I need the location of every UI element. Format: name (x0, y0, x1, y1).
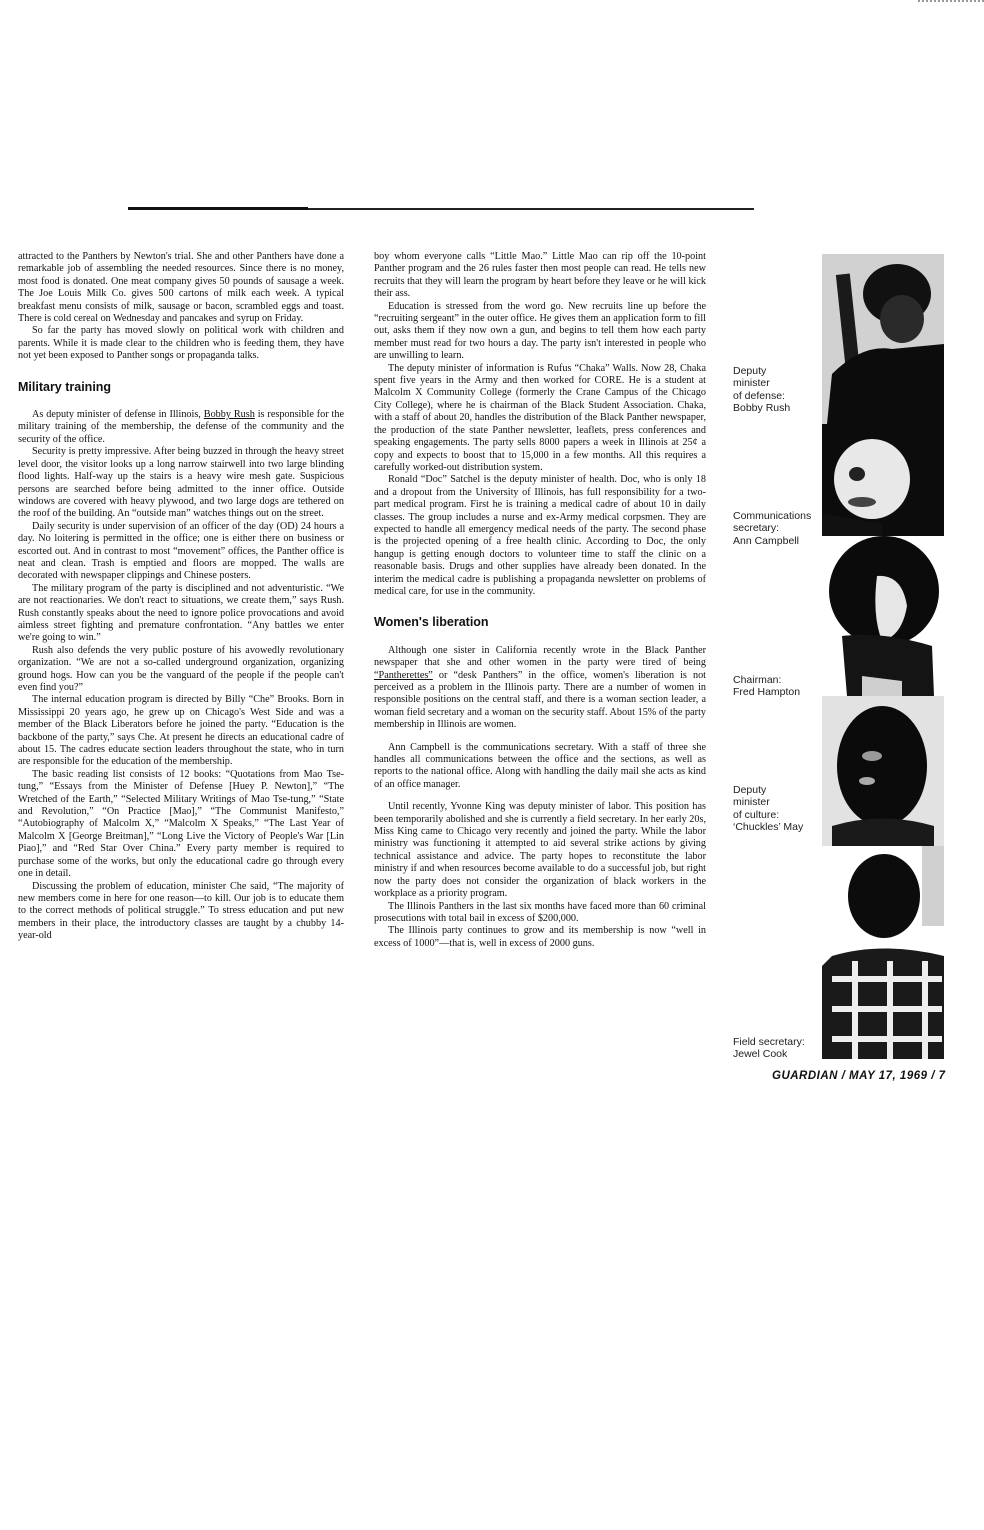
paragraph: Education is stressed from the word go. New recruits line up before the “recruiting sergeant” in the outer office. He gives them an application form to fill out, asks them if they now own a gun, and begins to tell them how each party member must read for two hours a day. The party isn't interested in people who are unwilling to learn. (374, 300, 706, 362)
section-heading-womens-liberation: Women's liberation (374, 615, 489, 630)
article-column-1 (18, 251, 344, 943)
photo-bobby-rush (822, 254, 944, 424)
paragraph: The military program of the party is disciplined and not adventuristic. “We are not reactionaries. We don't react to situations, we create them,” says Rush. Rush constantly speaks about the need to ignore police provocations and avoid aimless street fighting and premature confrontation. “Any battles we enter we're going to win.” (18, 582, 344, 644)
portrait-image-icon (822, 536, 944, 696)
paragraph: Ann Campbell is the communications secretary. With a staff of three she handles all communications between the office and the sections, as well as reports to the national office. Along with handling the daily mail she acts as kind of an office manager. (374, 741, 706, 790)
paragraph: Although one sister in California recently wrote in the Black Panther newspaper that she and other women in the party were tired of being “Pantherettes” or “desk Panthers” in the office, women's liberation is not perceived as a problem in the Illinois party. There are a number of women in responsible positions on the central staff, and there is a woman section leader, a woman field secretary and a woman on the security staff. About 15% of the party membership in Illinois are women. (374, 644, 706, 731)
portrait-image-icon (822, 696, 944, 846)
caption-bobby-rush: Deputy minister of defense: Bobby Rush (733, 365, 791, 415)
paragraph: Until recently, Yvonne King was deputy minister of labor. This position has been temporarily abolished and she is currently a field secretary. In her early 20s, Miss King came to Chicago very recently and joined the party. While the labor ministry was functioning it attempted to aid several strike actions by giving technical assistance and advice. The party hopes to reconstitute the labor ministry if and when resources become available to do a successful job, but right now the party does not consider the organization of black workers in the workplace as a priority program. (374, 801, 706, 900)
photo-jewel-cook (822, 846, 944, 1059)
top-divider-rule (128, 208, 754, 210)
paragraph: Ronald “Doc” Satchel is the deputy minister of health. Doc, who is only 18 and a dropout from the University of Illinois, has full responsibility for a two-part medical program. First he is training a medical cadre of about 10 in daily classes. The group includes a nurse and ex-Army medical corpsmen. They are expected to handle all emergency medical needs of the party. The second phase is the projected opening of a free health clinic. According to Doc, the only hangup is getting enough doctors to volunteer time to staff the clinic on a reasonable basis. Drugs and other supplies have already been donated. In the interim the medical cadre is publishing a propaganda newsletter on problems of medical care, for use in the community. (374, 474, 706, 597)
underlined-name: Bobby Rush (203, 409, 255, 421)
photo-ann-campbell (822, 424, 944, 536)
photo-chuckles-may (822, 696, 944, 846)
portrait-image-icon (822, 424, 944, 536)
paragraph: The Illinois Panthers in the last six months have faced more than 60 criminal prosecutions with total bail in excess of $200,000. (374, 900, 706, 924)
paragraph: Rush also defends the very public posture of his avowedly revolutionary organization. “We are not a so-called underground organization, organizing ground hogs. How can you be the vanguard of the people if the people can't even find you?” (18, 644, 344, 693)
paragraph: The Illinois party continues to grow and its membership is now “well in excess of 1000”—that is, well in excess of 2000 guns. (374, 925, 706, 949)
paragraph: Security is pretty impressive. After being buzzed in through the heavy street level door, the visitor looks up a long narrow stairwell into two large blinding flood lights. Half-way up the stairs is a heavy wire mesh gate. Suspicious persons are searched before being admitted to the inner office. Outside windows are covered with heavy plywood, and two large dogs are tethered on the roof of the building. An “outside man” watches things out on the street. (18, 446, 344, 520)
paragraph: Discussing the problem of education, minister Che said, “The majority of new members come in here for one reason—to kill. Our job is to educate them to the correct methods of political struggle.” To stress education and put new members in their place, the introductory classes are taught by a chubby 14-year-old (18, 880, 344, 942)
page-corner-marks (918, 0, 984, 5)
page-footer-dateline: GUARDIAN / MAY 17, 1969 / 7 (772, 1070, 946, 1082)
paragraph: attracted to the Panthers by Newton's trial. She and other Panthers have done a remarkable job of assembling the needed resources. Since there is no money, most food is donated. One meat company gives 50 pounds of sausage a week. The Joe Louis Milk Co. gives 500 cartons of milk each week. A typical breakfast menu consists of milk, sausage or bacon, scrambled eggs and toast. There is cold cereal on Wednesday and pancakes and syrup on Friday. (18, 251, 344, 325)
portrait-image-icon (822, 254, 944, 424)
paragraph: boy whom everyone calls “Little Mao.” Little Mao can rip off the 10-point Panther program and the 26 rules faster then most people can read. He tells new recruits that they will learn the program by heart before they leave or he will kick their ass. (374, 251, 706, 300)
caption-fred-hampton: Chairman: Fred Hampton (733, 674, 801, 699)
paragraph: The deputy minister of information is Rufus “Chaka” Walls. Now 28, Chaka spent five years in the Army and then worked for CORE. He is a student at Malcolm X Community College (formerly the Crane Campus of the Chicago City College), where he is chairman of the Black Student Association. Chaka, with a staff of about 20, handles the distribution of the Black Panther newspaper, the production of the state Panther newsletter, leaflets, press conferences and speaking engagements. The party sells 8000 papers a week in Illinois at 25¢ a copy and expects to boost that to 15,000 in a few months. All this requires a carefully worked-out distribution system. (374, 362, 706, 473)
paragraph: So far the party has moved slowly on political work with children and parents. While it is made clear to the children who is feeding them, they have not yet been exposed to Panther songs or propaganda talks. (18, 325, 344, 362)
paragraph: The basic reading list consists of 12 books: “Quotations from Mao Tse-tung,” “Essays from the Minister of Defense [Huey P. Newton],” “The Wretched of the Earth,” “Selected Military Writings of Mao Tse-tung,” “State and Revolution,” “On Practice [Mao],” “The Communist Manifesto,” “Autobiography of Malcolm X,” “Malcolm X Speaks,” “The Last Year of Malcolm X [George Breitman],” “Long Live the Victory of People's War [Lin Piao],” and “Red Star Over China.” Every party member is required to purchase some of the works, but only the educational cadre go through every one in detail. (18, 768, 344, 880)
article-column-2 (374, 251, 706, 950)
caption-chuckles-may: Deputy minister of culture: ‘Chuckles’ May (733, 784, 804, 834)
portrait-image-icon (822, 846, 944, 1059)
paragraph: The internal education program is directed by Billy “Che” Brooks. Born in Mississippi 20 years ago, he grew up on Chicago's West Side and was a member of the Black Liberators before he joined the party. “Education is the backbone of the party,” says Che. At present he directs an educational cadre of about 15. The cadres educate section leaders throughout the state, who in turn are responsible for the education of the membership. (18, 694, 344, 768)
paragraph: As deputy minister of defense in Illinois, Bobby Rush is responsible for the military training of the membership, the defense of the community and the security of the office. (18, 409, 344, 445)
paragraph: Daily security is under supervision of an officer of the day (OD) 24 hours a day. No loitering is permitted in the office; one is either there on business or escorted out. And in contrast to most “movement” offices, the Panther office is neat and clean. Trash is emptied and floors are mopped. The walls are decorated with newspaper clippings and Chinese posters. (18, 520, 344, 582)
underlined-term: “Pantherettes” (374, 669, 433, 681)
photo-fred-hampton (822, 536, 944, 696)
section-heading-military-training: Military training (18, 379, 112, 394)
photo-strip (822, 254, 944, 1059)
caption-ann-campbell: Communications secretary: Ann Campbell (733, 510, 812, 547)
caption-jewel-cook: Field secretary: Jewel Cook (733, 1036, 805, 1061)
